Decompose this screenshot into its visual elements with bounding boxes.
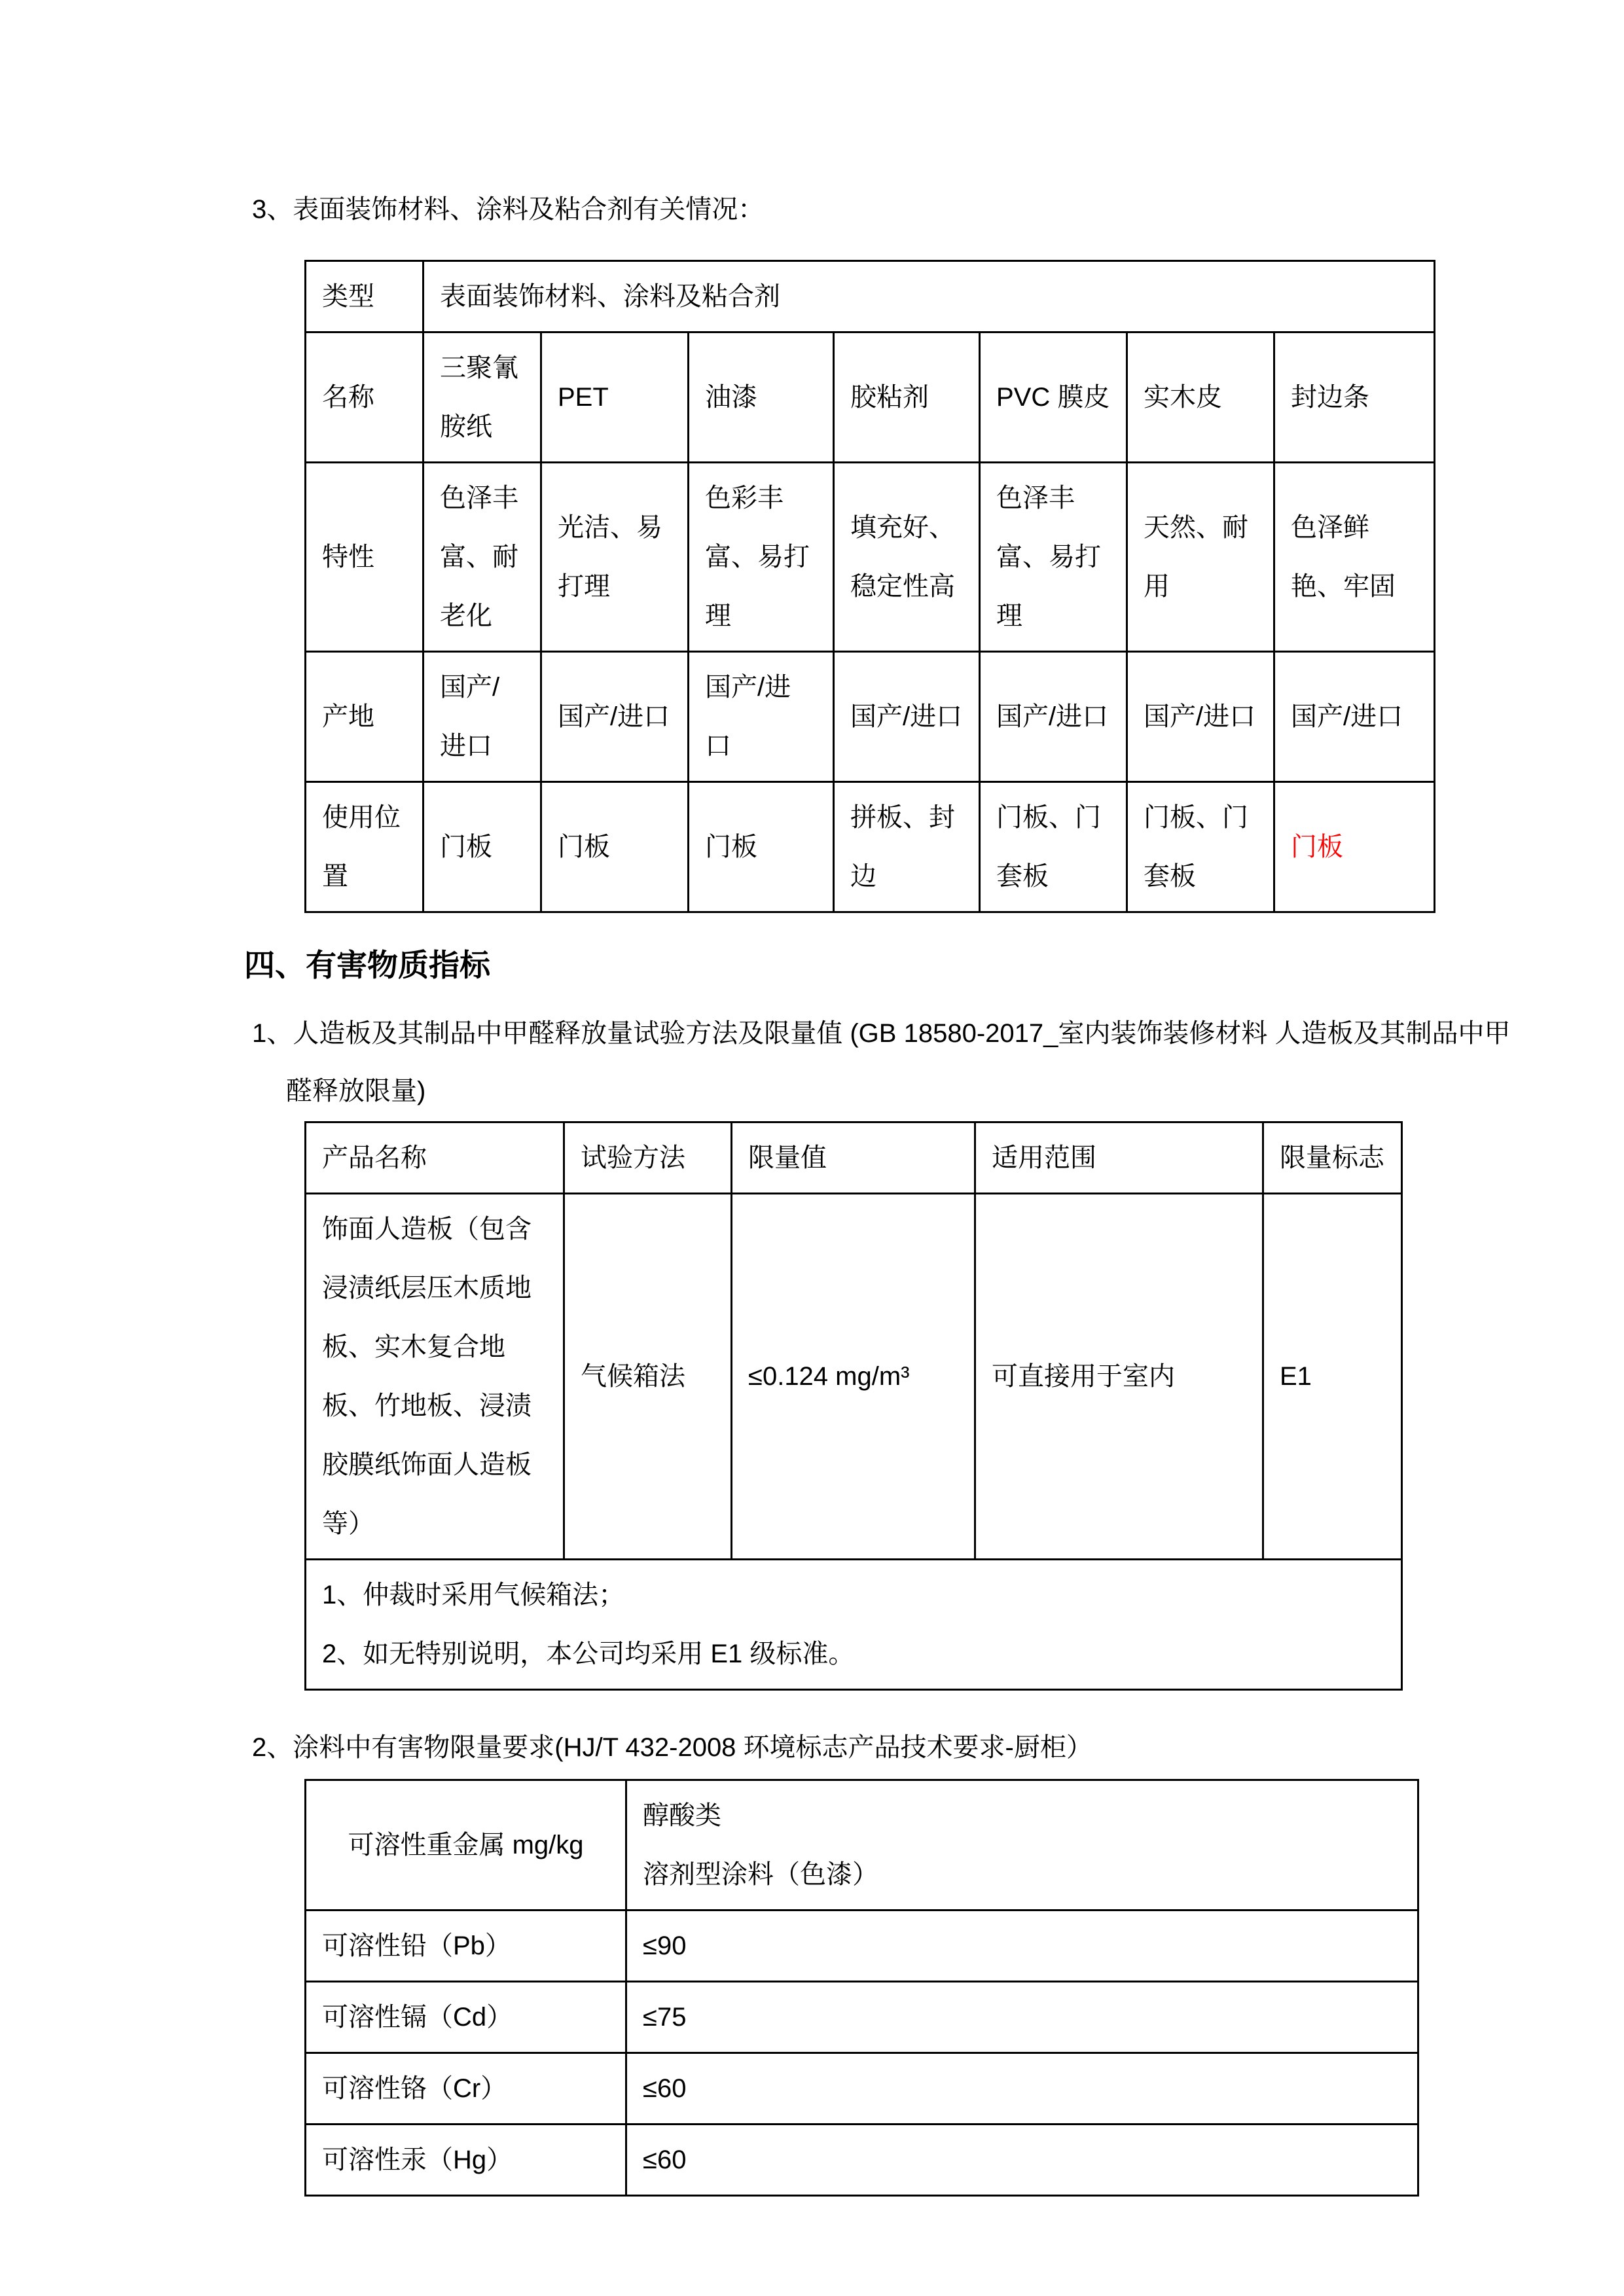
material-origin-cell: 国产/进口 — [1274, 652, 1435, 782]
material-traits-cell: 色彩丰富、易打理 — [689, 463, 834, 652]
item3-heading: 3、表面装饰材料、涂料及粘合剂有关情况： — [252, 195, 765, 224]
metal-name-cell: 可溶性汞（Hg） — [306, 2125, 626, 2196]
note-line-2: 2、如无特别说明，本公司均采用 E1 级标准。 — [322, 1640, 855, 1668]
table3-row-cadmium — [306, 1982, 1418, 2053]
coating-type-line-1: 醇酸类 — [643, 1801, 721, 1830]
material-name-cell: PET — [541, 332, 689, 463]
table3-row-mercury — [306, 2125, 1418, 2196]
table-row-origin — [306, 652, 1435, 782]
table2-notes-row — [306, 1560, 1402, 1690]
material-usage-cell: 门板 — [424, 782, 541, 912]
material-usage-cell: 门板 — [541, 782, 689, 912]
table3-row-lead — [306, 1910, 1418, 1982]
material-traits-cell: 色泽丰富、耐老化 — [424, 463, 541, 652]
heavy-metals-limit-table — [304, 1779, 1419, 2197]
material-traits-cell: 光洁、易打理 — [541, 463, 689, 652]
col-header-product: 产品名称 — [306, 1122, 564, 1194]
coating-type-header-cell — [626, 1780, 1418, 1910]
row-label-name: 名称 — [306, 332, 424, 463]
metal-limit-cell: ≤60 — [626, 2125, 1418, 2196]
type-value-cell: 表面装饰材料、涂料及粘合剂 — [424, 261, 1435, 332]
table-row-usage — [306, 782, 1435, 912]
method-cell: 气候箱法 — [564, 1194, 732, 1560]
material-origin-cell: 国产/进口 — [541, 652, 689, 782]
metal-limit-cell: ≤75 — [626, 1982, 1418, 2053]
table2-data-row — [306, 1194, 1402, 1560]
material-usage-cell: 拼板、封边 — [834, 782, 980, 912]
table-row-name — [306, 332, 1435, 463]
metal-limit-cell: ≤90 — [626, 1910, 1418, 1982]
metal-limit-cell: ≤60 — [626, 2053, 1418, 2125]
material-origin-cell: 国产/进口 — [980, 652, 1127, 782]
material-name-cell: 封边条 — [1274, 332, 1435, 463]
formaldehyde-limit-table — [304, 1121, 1403, 1691]
material-name-cell: 油漆 — [689, 332, 834, 463]
item2-heading: 2、涂料中有害物限量要求(HJ/T 432-2008 环境标志产品技术要求-厨柜） — [252, 1733, 1092, 1762]
coating-type-line-2: 溶剂型涂料（色漆） — [643, 1860, 878, 1889]
material-traits-cell: 色泽鲜艳、牢固 — [1274, 463, 1435, 652]
table2-header-row — [306, 1122, 1402, 1194]
col-header-mark: 限量标志 — [1263, 1122, 1402, 1194]
note-line-1: 1、仲裁时采用气候箱法； — [322, 1581, 625, 1609]
material-name-cell: 实木皮 — [1127, 332, 1274, 463]
table-row-traits — [306, 463, 1435, 652]
table-row-type — [306, 261, 1435, 332]
material-origin-cell: 国产/进口 — [689, 652, 834, 782]
col-header-scope: 适用范围 — [975, 1122, 1263, 1194]
row-label-origin: 产地 — [306, 652, 424, 782]
section4-heading: 四、有害物质指标 — [244, 948, 490, 982]
material-usage-cell: 门板 — [689, 782, 834, 912]
material-origin-cell: 国产/进口 — [1127, 652, 1274, 782]
scope-cell: 可直接用于室内 — [975, 1194, 1263, 1560]
surface-materials-table — [304, 260, 1435, 913]
notes-cell — [306, 1560, 1402, 1690]
material-traits-cell: 天然、耐用 — [1127, 463, 1274, 652]
row-label-usage: 使用位置 — [306, 782, 424, 912]
material-name-cell: 三聚氰胺纸 — [424, 332, 541, 463]
material-usage-cell: 门板、门套板 — [980, 782, 1127, 912]
row-label-type: 类型 — [306, 261, 424, 332]
material-traits-cell: 填充好、稳定性高 — [834, 463, 980, 652]
material-usage-cell-highlighted — [1274, 782, 1435, 912]
row-label-traits: 特性 — [306, 463, 424, 652]
metal-name-cell: 可溶性铬（Cr） — [306, 2053, 626, 2125]
material-usage-cell: 门板、门套板 — [1127, 782, 1274, 912]
metal-name-cell: 可溶性铅（Pb） — [306, 1910, 626, 1982]
metal-name-cell: 可溶性镉（Cd） — [306, 1982, 626, 2053]
material-origin-cell: 国产/进口 — [424, 652, 541, 782]
table3-header-row — [306, 1780, 1418, 1910]
material-name-cell: PVC 膜皮 — [980, 332, 1127, 463]
heavy-metal-header-cell: 可溶性重金属 mg/kg — [306, 1780, 626, 1910]
limit-cell: ≤0.124 mg/m³ — [732, 1194, 975, 1560]
col-header-limit: 限量值 — [732, 1122, 975, 1194]
item1-heading: 1、人造板及其制品中甲醛释放量试验方法及限量值 (GB 18580-2017_室内装饰装修材料 人造板及其制品中甲醛释放限量) — [252, 1019, 1511, 1105]
table3-row-chromium — [306, 2053, 1418, 2125]
material-traits-cell: 色泽丰富、易打理 — [980, 463, 1127, 652]
usage-red-text: 门板 — [1291, 833, 1343, 861]
material-name-cell: 胶粘剂 — [834, 332, 980, 463]
col-header-method: 试验方法 — [564, 1122, 732, 1194]
material-origin-cell: 国产/进口 — [834, 652, 980, 782]
mark-cell: E1 — [1263, 1194, 1402, 1560]
product-cell: 饰面人造板（包含浸渍纸层压木质地板、实木复合地板、竹地板、浸渍胶膜纸饰面人造板等） — [306, 1194, 564, 1560]
